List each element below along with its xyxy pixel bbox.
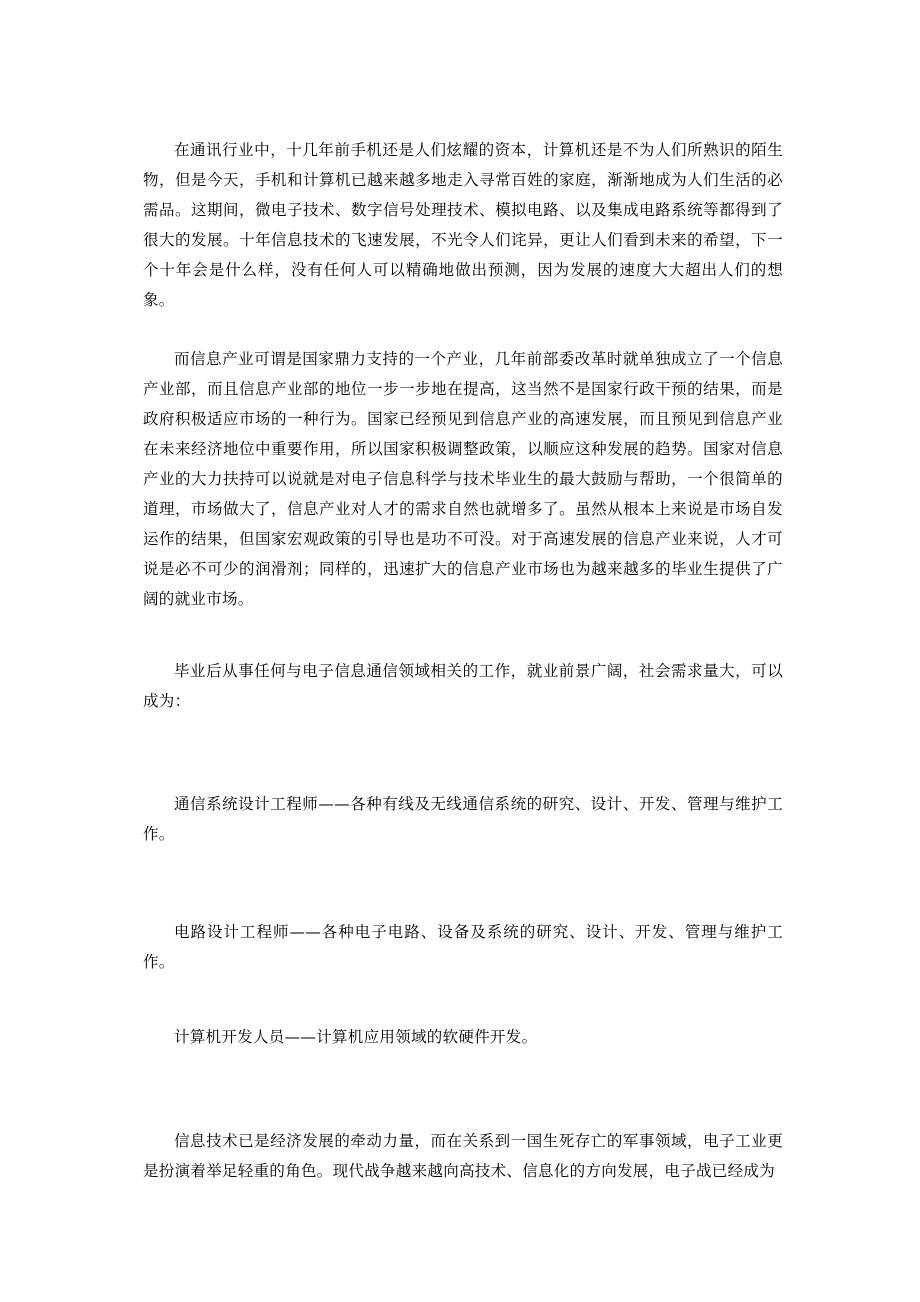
paragraph-career-communication-engineer: 通信系统设计工程师——各种有线及无线通信系统的研究、设计、开发、管理与维护工作。 [143, 795, 783, 843]
paragraph-military-electronics: 信息技术已是经济发展的牵动力量，而在关系到一国生死存亡的军事领域，电子工业更是扮演着举足轻重的角色。现代战争越来越向高技术、信息化的方向发展，电子战已经成为 [143, 1132, 783, 1180]
paragraph-telecom-development: 在通讯行业中，十几年前手机还是人们炫耀的资本，计算机还是不为人们所熟识的陌生物，但是今天，手机和计算机已越来越多地走入寻常百姓的家庭，渐渐地成为人们生活的必需品。这期间，微电子技术、数字信号处理技术、模拟电路、以及集成电路系统等都得到了很大的发展。十年信息技术的飞速发展，不光令人们诧异，更让人们看到未来的希望，下一个十年会是什么样，没有任何人可以精确地做出预测，因为发展的速度大大超出人们的想象。 [143, 141, 783, 309]
paragraph-career-circuit-engineer: 电路设计工程师——各种电子电路、设备及系统的研究、设计、开发、管理与维护工作。 [143, 923, 783, 971]
paragraph-career-computer-developer: 计算机开发人员——计算机应用领域的软硬件开发。 [174, 1028, 538, 1046]
paragraph-career-intro: 毕业后从事任何与电子信息通信领域相关的工作，就业前景广阔，社会需求量大，可以成为： [143, 662, 783, 710]
paragraph-information-industry: 而信息产业可谓是国家鼎力支持的一个产业，几年前部委改革时就单独成立了一个信息产业部，而且信息产业部的地位一步一步地在提高，这当然不是国家行政干预的结果，而是政府积极适应市场的一种行为。国家已经预见到信息产业的高速发展，而且预见到信息产业在未来经济地位中重要作用，所以国家积极调整政策，以顺应这种发展的趋势。国家对信息产业的大力扶持可以说就是对电子信息科学与技术毕业生的最大鼓励与帮助，一个很简单的道理，市场做大了，信息产业对人才的需求自然也就增多了。虽然从根本上来说是市场自发运作的结果，但国家宏观政策的引导也是功不可没。对于高速发展的信息产业来说，人才可说是必不可少的润滑剂；同样的，迅速扩大的信息产业市场也为越来越多的毕业生提供了广阔的就业市场。 [143, 350, 783, 608]
